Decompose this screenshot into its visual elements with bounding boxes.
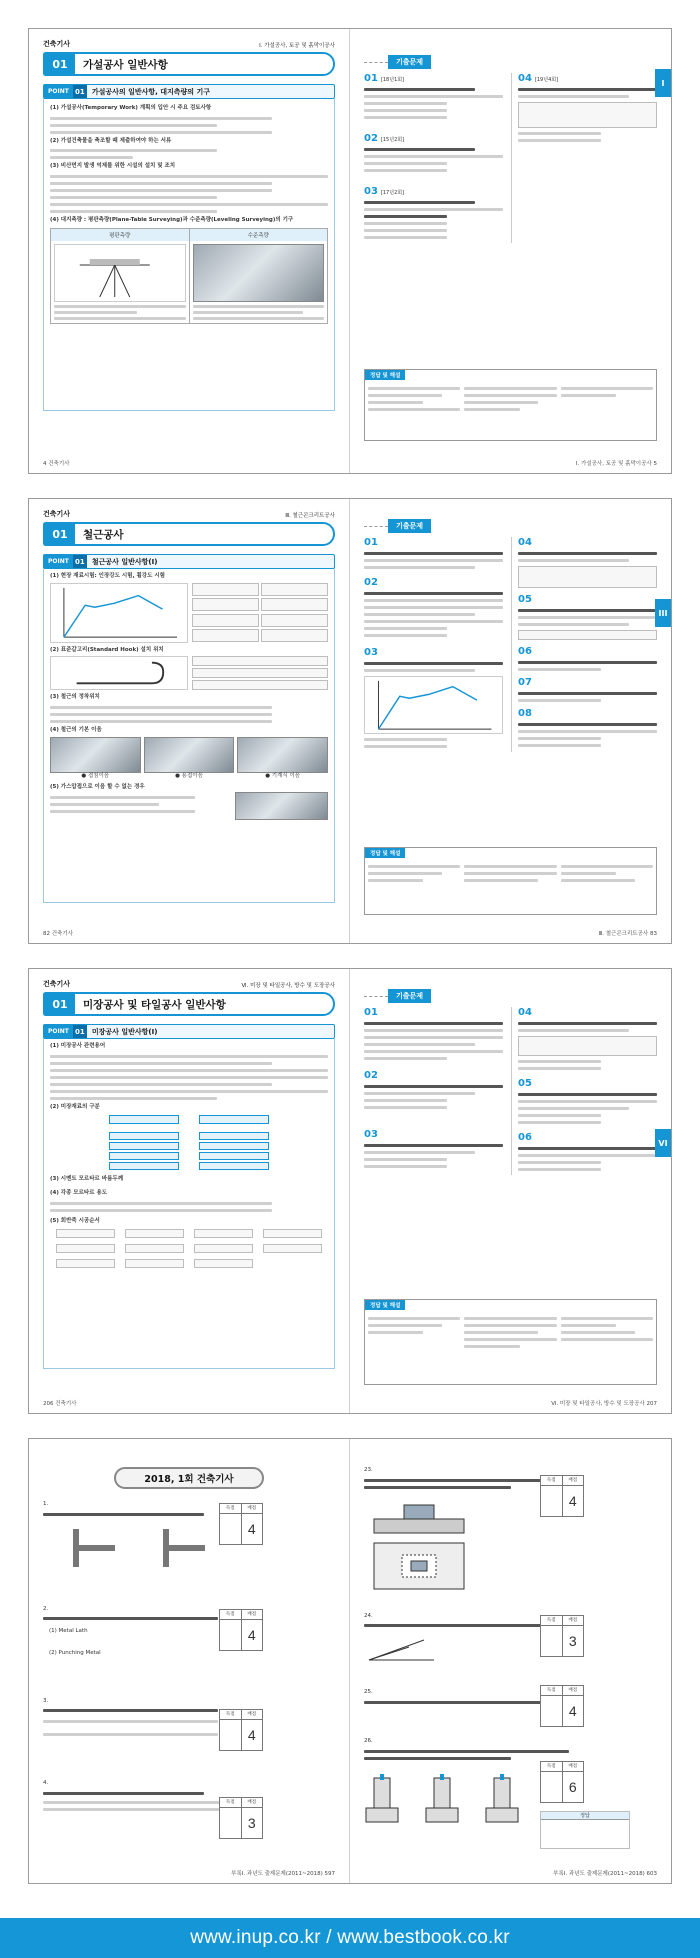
item-heading: (2) 미장재료의 구분	[50, 1103, 100, 1110]
score-box	[219, 1503, 263, 1545]
left-column	[364, 537, 503, 752]
score-value: 4	[247, 1627, 256, 1643]
score-header: 득점	[220, 1504, 242, 1513]
exam-title: 2018, 1회 건축기사	[144, 1474, 234, 1485]
book-name: 건축기사	[43, 40, 71, 48]
book-spread-4	[28, 1438, 672, 1884]
chapter-title: 미장공사 및 타일공사 일반사항	[83, 998, 226, 1011]
chapter-title-bar	[43, 52, 335, 76]
score-header: 배점	[568, 1764, 578, 1769]
section-name: Ⅲ. 철근콘크리트공사	[285, 513, 335, 519]
question-number: 06	[518, 1132, 532, 1143]
book-name: 건축기사	[43, 510, 71, 518]
question-number: 24.	[364, 1612, 373, 1619]
chapter-number: 01	[45, 994, 75, 1014]
page-header	[43, 509, 335, 519]
question-number: 2.	[43, 1605, 49, 1612]
score-box	[219, 1709, 263, 1751]
score-value: 3	[568, 1633, 577, 1649]
question-number: 01	[364, 73, 378, 84]
option-text: (1) Metal Lath	[49, 1628, 88, 1635]
book-name: 건축기사	[43, 980, 71, 988]
question-number: 06	[518, 646, 532, 657]
question-number: 01	[364, 537, 378, 548]
page-footer	[43, 1869, 335, 1877]
left-page-1	[29, 29, 350, 473]
score-header: 득점	[541, 1616, 563, 1625]
item-heading: (2) 표준갈고리(Standard Hook) 설치 위치	[50, 646, 164, 653]
answer-header: 정답 및 해설	[365, 1300, 405, 1310]
website-urls[interactable]: www.inup.co.kr / www.bestbook.co.kr	[190, 1927, 510, 1948]
question-number: 03	[364, 1129, 378, 1140]
question-number: 3.	[43, 1697, 49, 1704]
point-title: 철근공사 일반사항(Ⅰ)	[91, 557, 158, 566]
score-header: 득점	[541, 1762, 563, 1771]
question-block	[364, 1613, 657, 1668]
item-heading: (1) 가설공사(Temporary Work) 계획의 입안 시 주요 검토사항	[50, 105, 212, 111]
footer-text: 4 건축기사	[43, 461, 70, 467]
score-box	[540, 1685, 584, 1727]
score-header: 배점	[247, 1800, 257, 1805]
right-page-3	[350, 969, 671, 1413]
footer-text: Ⅵ. 미장 및 타일공사, 방수 및 도장공사 207	[551, 1401, 657, 1407]
website-banner	[0, 1918, 700, 1958]
score-header: 배점	[568, 1618, 578, 1623]
page-header	[43, 39, 335, 49]
item-heading: (4) 대지측량 : 평판측량(Plane-Table Surveying)과 수준측량(Leveling Surveying)의 기구	[50, 217, 294, 224]
chapter-title-bar	[43, 992, 335, 1016]
book-spread-3	[28, 968, 672, 1414]
tab-marker: III	[655, 599, 671, 627]
score-value: 4	[247, 1727, 256, 1743]
score-header: 배점	[247, 1712, 257, 1717]
score-header: 배점	[247, 1506, 257, 1511]
question-number: 07	[518, 677, 532, 688]
question-number: 1.	[43, 1501, 49, 1507]
item-heading: (3) 철근의 정착위치	[50, 694, 100, 701]
question-block	[364, 1467, 657, 1595]
question-number: 25.	[364, 1689, 373, 1696]
point-number: 01	[73, 555, 87, 568]
answer-label: 정답	[541, 1812, 629, 1820]
point-body	[43, 99, 335, 411]
score-value: 3	[247, 1815, 256, 1831]
left-page-4	[29, 1439, 350, 1883]
photo-caption: ● 겹침이음	[81, 772, 110, 779]
exam-title-box	[114, 1467, 264, 1489]
item-heading: (3) 시멘트 모르타르 바름두께	[50, 1176, 124, 1183]
question-block	[43, 1606, 335, 1658]
right-column	[511, 73, 657, 243]
point-label: POINT	[44, 555, 73, 568]
page-footer	[364, 1399, 657, 1407]
left-page-2	[29, 499, 350, 943]
table-header: 수준측량	[190, 229, 328, 241]
stress-strain-graph	[50, 583, 188, 643]
score-value: 4	[568, 1703, 577, 1719]
question-number: 08	[518, 708, 532, 719]
item-heading: (1) 현장 재료시험: 인장강도 시험, 휨강도 시험	[50, 573, 165, 579]
question-number: 26.	[364, 1738, 373, 1745]
page-footer	[43, 459, 335, 467]
question-number: 23.	[364, 1467, 373, 1473]
question-header	[364, 519, 657, 533]
question-year: [18년1회]	[380, 77, 405, 83]
question-block	[364, 1738, 657, 1834]
right-page-2	[350, 499, 671, 943]
answer-box	[364, 847, 657, 915]
score-header: 득점	[541, 1476, 563, 1485]
section-name: Ⅰ. 가설공사, 토공 및 흙막이공사	[259, 43, 335, 49]
chapter-number: 01	[45, 54, 75, 74]
tab-marker: VI	[655, 1129, 671, 1157]
book-spread-1	[28, 28, 672, 474]
page-footer	[43, 1399, 335, 1407]
footer-text: 부록Ⅰ. 과년도 출제문제(2011~2018) 597	[231, 1871, 335, 1877]
answer-header: 정답 및 해설	[365, 848, 405, 858]
score-value: 6	[568, 1779, 577, 1795]
footer-text: Ⅰ. 가설공사, 토공 및 흙막이공사 5	[575, 461, 657, 467]
left-column	[364, 73, 503, 243]
question-year: [15년2회]	[380, 137, 405, 143]
point-title: 미장공사 일반사항(Ⅰ)	[91, 1027, 158, 1036]
moment-diagram	[364, 1635, 444, 1665]
question-header	[364, 989, 657, 1003]
score-box	[540, 1475, 584, 1517]
splice-photos	[50, 737, 328, 781]
score-box	[219, 1797, 263, 1839]
chapter-title: 가설공사 일반사항	[83, 58, 168, 71]
score-box	[540, 1615, 584, 1657]
photo-caption: ● 용접이음	[175, 772, 203, 779]
point-title: 가설공사의 일반사항, 대지측량의 기구	[91, 87, 211, 96]
question-block	[43, 1697, 335, 1743]
item-heading: (1) 미장공사 관련용어	[50, 1043, 106, 1049]
right-column	[511, 537, 657, 752]
page-footer	[43, 929, 335, 937]
question-number: 01	[364, 1007, 378, 1018]
point-bar	[43, 1024, 335, 1039]
answer-box	[364, 369, 657, 441]
question-tag: 기출문제	[388, 989, 431, 1003]
footer-text: 부록Ⅰ. 과년도 출제문제(2011~2018) 603	[553, 1871, 657, 1877]
score-box	[540, 1761, 584, 1803]
process-flow	[50, 1229, 328, 1268]
question-block	[43, 1501, 335, 1576]
hook-diagram	[50, 656, 188, 690]
punching-shear-diagram	[364, 1497, 474, 1593]
item-heading: (2) 가설건축물을 축조할 때 제출하여야 하는 서류	[50, 137, 172, 144]
right-page-4	[350, 1439, 671, 1883]
question-number: 02	[364, 577, 378, 588]
item-heading: (5) 가스압접으로 이음 할 수 없는 경우	[50, 784, 145, 791]
point-number: 01	[73, 85, 87, 98]
point-label: POINT	[44, 1025, 73, 1038]
score-header: 득점	[220, 1798, 242, 1807]
survey-table	[50, 228, 328, 324]
right-column	[511, 1007, 657, 1175]
page-footer	[364, 1869, 657, 1877]
point-body	[43, 569, 335, 903]
page-footer	[364, 459, 657, 467]
weld-diagram	[43, 1524, 213, 1574]
right-page-1	[350, 29, 671, 473]
point-label: POINT	[44, 85, 73, 98]
page-footer	[364, 929, 657, 937]
item-heading: (3) 비산먼지 발생 억제를 위한 시설의 설치 및 조치	[50, 163, 176, 170]
chapter-number: 01	[45, 524, 75, 544]
answer-header: 정답 및 해설	[365, 370, 405, 380]
question-header	[364, 55, 657, 69]
score-value: 4	[568, 1493, 577, 1509]
question-block	[364, 1688, 657, 1719]
question-number: 05	[518, 1078, 532, 1089]
question-year: [19년4회]	[534, 77, 559, 83]
question-tag: 기출문제	[388, 519, 431, 533]
left-column	[364, 1007, 503, 1175]
question-number: 4.	[43, 1780, 49, 1787]
material-diagram	[50, 1115, 328, 1170]
left-page-3	[29, 969, 350, 1413]
book-spread-2	[28, 498, 672, 944]
score-header: 득점	[220, 1710, 242, 1719]
leveling-photo	[193, 244, 325, 302]
page-header	[43, 979, 335, 989]
question-number: 03	[364, 186, 378, 197]
point-bar	[43, 554, 335, 569]
point-number: 01	[73, 1025, 87, 1038]
photo-caption: ● 기계식 이음	[265, 772, 301, 779]
tab-marker: I	[655, 69, 671, 97]
score-header: 배점	[568, 1688, 578, 1693]
question-number: 04	[518, 1007, 532, 1018]
score-box	[219, 1609, 263, 1651]
item-heading: (5) 회반죽 시공순서	[50, 1217, 100, 1224]
answer-box	[364, 1299, 657, 1385]
point-bar	[43, 84, 335, 99]
score-header: 배점	[568, 1478, 578, 1483]
question-number: 05	[518, 594, 532, 605]
option-text: (2) Punching Metal	[49, 1650, 101, 1657]
item-heading: (4) 각종 모르타르 용도	[50, 1190, 108, 1197]
score-header: 득점	[541, 1686, 563, 1695]
question-number: 04	[518, 537, 532, 548]
table-header: 평판측량	[51, 229, 189, 241]
question-number: 02	[364, 133, 378, 144]
question-number: 02	[364, 1070, 378, 1081]
question-number: 03	[364, 647, 378, 658]
chapter-title: 철근공사	[83, 528, 124, 541]
footer-text: Ⅲ. 철근콘크리트공사 83	[598, 931, 657, 937]
score-header: 득점	[220, 1610, 242, 1619]
section-name: Ⅵ. 미장 및 타일공사, 방수 및 도장공사	[241, 983, 335, 989]
chapter-title-bar	[43, 522, 335, 546]
footer-text: 82 건축기사	[43, 931, 73, 937]
stress-strain-graph	[364, 676, 503, 734]
score-header: 배점	[247, 1612, 257, 1617]
plane-table-diagram	[54, 244, 186, 302]
question-year: [17년2회]	[380, 190, 405, 196]
question-block	[43, 1780, 335, 1831]
answer-panel	[540, 1811, 630, 1849]
footer-text: 206 건축기사	[43, 1401, 77, 1407]
question-tag: 기출문제	[388, 55, 431, 69]
footing-diagram	[364, 1768, 544, 1832]
point-body	[43, 1039, 335, 1369]
score-value: 4	[247, 1521, 256, 1537]
question-number: 04	[518, 73, 532, 84]
item-heading: (4) 철근의 기본 이음	[50, 727, 102, 734]
